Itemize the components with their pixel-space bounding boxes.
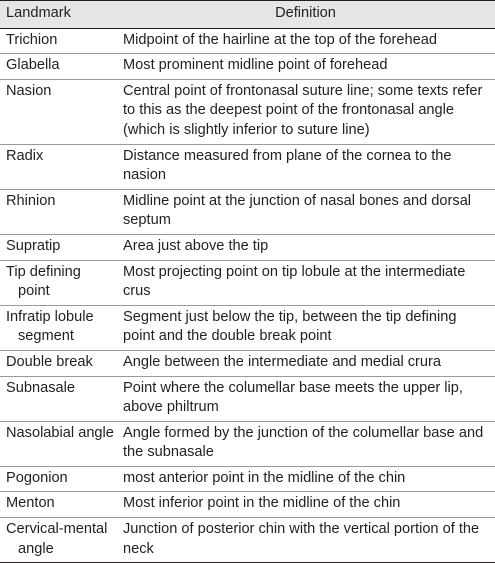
landmark-cell: Glabella xyxy=(6,57,60,74)
header-definition: Definition xyxy=(116,1,495,29)
table-row xyxy=(0,350,495,376)
table-body xyxy=(0,28,495,563)
landmark-cell: Supratip xyxy=(6,237,61,254)
header-landmark: Landmark xyxy=(0,1,116,29)
landmark-cell: Trichion xyxy=(6,31,58,48)
definition-cell: Most prominent midline point of forehead xyxy=(116,54,495,80)
table-row xyxy=(0,144,495,189)
definition-cell: Angle between the intermediate and medial crura xyxy=(116,350,495,376)
definition-cell: Angle formed by the junction of the columellar base and the subnasale xyxy=(116,421,495,466)
landmark-cell: Tip defining point xyxy=(6,263,81,300)
table-row xyxy=(0,492,495,518)
table-row xyxy=(0,28,495,54)
definition-cell: Point where the columellar base meets the upper lip, above philtrum xyxy=(116,376,495,421)
table-row xyxy=(0,54,495,80)
header-row xyxy=(0,1,495,29)
definition-cell: Midline point at the junction of nasal bones and dorsal septum xyxy=(116,189,495,234)
landmark-cell: Menton xyxy=(6,495,55,512)
table-header xyxy=(0,1,495,29)
landmark-cell: Nasion xyxy=(6,82,52,99)
landmark-cell: Nasolabial angle xyxy=(6,424,114,441)
definition-cell: Central point of frontonasal suture line; some texts refer to this as the deepest point of the frontonasal angle (which is slightly inferior to suture line) xyxy=(116,79,495,144)
definition-cell: Segment just below the tip, between the tip defining point and the double break point xyxy=(116,305,495,350)
definition-cell: Area just above the tip xyxy=(116,234,495,260)
table-row xyxy=(0,305,495,350)
table-row xyxy=(0,376,495,421)
landmark-cell: Cervical-mental angle xyxy=(6,521,108,557)
table-row xyxy=(0,79,495,144)
definition-cell: Distance measured from plane of the cornea to the nasion xyxy=(116,144,495,189)
definition-cell: Most inferior point in the midline of the chin xyxy=(116,492,495,518)
landmark-cell: Radix xyxy=(6,147,44,164)
definition-cell: Junction of posterior chin with the vertical portion of the neck xyxy=(116,518,495,563)
definition-cell: most anterior point in the midline of the chin xyxy=(116,466,495,492)
landmark-cell: Pogonion xyxy=(6,469,68,486)
table-row xyxy=(0,260,495,305)
definition-cell: Most projecting point on tip lobule at the intermediate crus xyxy=(116,260,495,305)
landmark-cell: Infratip lobule segment xyxy=(6,308,94,345)
definition-cell: Midpoint of the hairline at the top of the forehead xyxy=(116,28,495,54)
table-row xyxy=(0,189,495,234)
table-row xyxy=(0,421,495,466)
table-row xyxy=(0,466,495,492)
landmark-cell: Double break xyxy=(6,353,93,370)
landmark-cell: Rhinion xyxy=(6,192,56,209)
table-row xyxy=(0,234,495,260)
landmark-cell: Subnasale xyxy=(6,379,75,396)
table-row xyxy=(0,518,495,563)
